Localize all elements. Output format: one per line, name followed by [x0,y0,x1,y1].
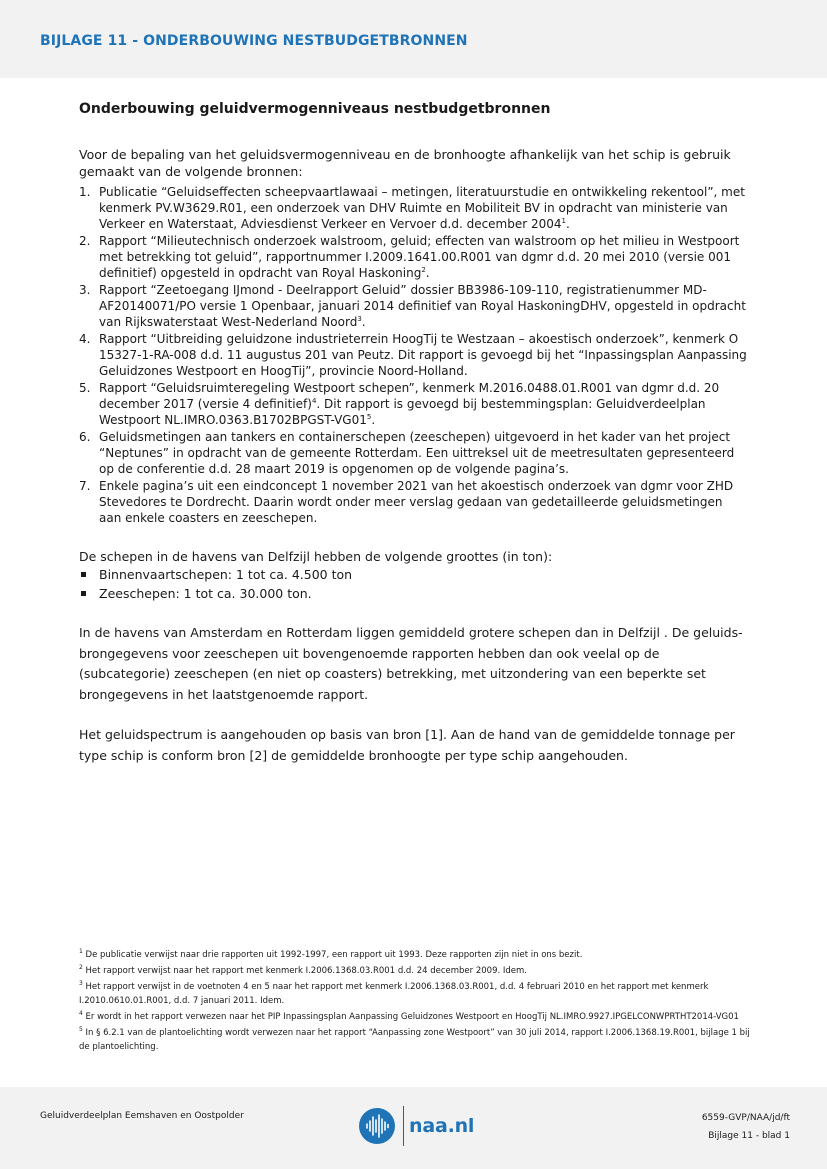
footnote-number: 2 [79,964,83,972]
source-text: Rapport “Uitbreiding geluidzone industrieterrein HoogTij te Westzaan – akoestisch onderzoek”, kenmerk O 15327-1-RA-008 d.d. 11 augustus 201 van Peutz. Dit rapport is gevoegd bij het “Inpassingsplan Aanpassing Geluidzones Westpoort en HoogTij”, provincie Noord-Holland. [99,332,747,378]
source-text: Rapport “Zeetoegang IJmond - Deelrapport Geluid” dossier BB3986-109-110, registratienummer MD-AF20140071/PO versie 1 Openbaar, januari 2014 definitief van Royal HaskoningDHV, opgesteld in opdracht van Rijkswaterstaat West-Nederland Noord [99,283,746,329]
source-text: Rapport “Geluidsruimteregeling Westpoort schepen”, kenmerk M.2016.0488.01.R001 van dgmr d.d. 20 december 2017 (versie 4 definitief) [99,381,720,411]
source-text-tail: . [371,413,376,427]
source-text: Enkele pagina’s uit een eindconcept 1 november 2021 van het akoestisch onderzoek van dgmr voor ZHD Stevedores te Dordrecht. Daarin wordt onder meer verslag gedaan van gedetailleerde geluidsmetingen aan enkele coasters en zeeschepen. [99,479,734,525]
footnote [79,980,759,1008]
source-item [79,380,747,428]
page-number: Bijlage 11 - blad 1 [708,1131,790,1141]
footnote-ref: 1 [561,217,567,225]
sizes-list [79,565,747,603]
footnote [79,1026,759,1054]
footnote [79,964,759,978]
size-item [79,565,747,584]
footnote-text: De publicatie verwijst naar drie rapporten uit 1992-1997, een rapport uit 1993. Deze rapporten zijn niet in ons bezit. [85,950,583,960]
waveform-logo-icon [359,1108,395,1144]
source-text-tail: . [566,217,570,231]
footnote-text: Er wordt in het rapport verwezen naar het PIP Inpassingsplan Aanpassing Geluidzones Westpoort en HoogTij NL.IMRO.9927.IPGELCONWPRTHT2014-VG01 [85,1012,739,1022]
source-item [79,429,747,477]
footnote-ref: 2 [421,266,426,274]
footnote-text: Het rapport verwijst in de voetnoten 4 en 5 naar het rapport met kenmerk I.2006.1368.03.R001, d.d. 4 februari 2010 en het rapport met kenmerk I.2010.0610.01.R001, d.d. 7 januari 2011. Idem. [79,982,709,1006]
source-number: 6. [79,430,91,444]
square-bullet-icon [81,591,86,596]
source-number: 7. [79,479,91,493]
footnote-number: 3 [79,980,83,988]
footnote-ref: 3 [357,315,362,323]
page-header-title: BIJLAGE 11 - ONDERBOUWING NESTBUDGETBRONNEN [40,33,468,49]
square-bullet-icon [81,572,86,577]
paragraph-spectrum: Het geluidspectrum is aangehouden op basis van bron [1]. Aan de hand van de gemiddelde tonnage per type schip is conform bron [2] de gemiddelde bronhoogte per type schip aangehouden. [79,727,735,763]
footnote-number: 5 [79,1026,83,1034]
footnote-text: Het rapport verwijst naar het rapport met kenmerk I.2006.1368.03.R001 d.d. 24 december 2009. Idem. [85,966,528,976]
naa-logo [359,1106,474,1146]
source-text: Rapport “Milieutechnisch onderzoek walstroom, geluid; effecten van walstroom op het milieu in Westpoort met betrekking tot geluid”, rapportnummer I.2009.1641.00.R001 van dgmr d.d. 20 mei 2010 (versie 001 definitief) opgesteld in opdracht van Royal Haskoning [99,234,740,280]
source-text: Geluidsmetingen aan tankers en containerschepen (zeeschepen) uitgevoerd in het kader van het project “Neptunes” in opdracht van de gemeente Rotterdam. Een uittreksel uit de meetresultaten gepresenteerd op de conferentie d.d. 28 maart 2019 is opgenomen op de volgende pagina’s. [99,430,735,476]
source-text-tail: . [425,266,430,280]
section-heading: Onderbouwing geluidvermogenniveaus nestbudgetbronnen [79,101,551,117]
source-item [79,282,747,330]
footnote-ref: 5 [366,413,372,421]
footer-project-title: Geluidverdeelplan Eemshaven en Oostpolder [40,1111,244,1121]
source-text-tail: . Dit rapport is gevoegd bij bestemmingsplan: Geluidverdeelplan Westpoort NL.IMRO.0363.B1702BPGST-VG01 [99,397,706,427]
size-item [79,584,747,603]
document-reference: 6559-GVP/NAA/jd/ft [701,1113,790,1123]
footnote-text: In § 6.2.1 van de plantoelichting wordt verwezen naar het rapport “Aanpassing zone Westpoort” van 30 juli 2014, rapport I.2006.1368.19.R001, bijlage 1 bij de plantoelichting. [79,1028,750,1052]
source-item [79,184,747,232]
intro-paragraph: Voor de bepaling van het geluidsvermogenniveau en de bronhoogte afhankelijk van het schip is gebruik gemaakt van de volgende bronnen: [79,147,731,179]
footnote-number: 4 [79,1010,83,1018]
paragraph-havens: In de havens van Amsterdam en Rotterdam liggen gemiddeld grotere schepen dan in Delfzijl . De geluids-brongegevens voor zeeschepen uit bovengenoemde rapporten hebben dan ook veelal op de (subcategorie) zeeschepen (en niet op coasters) betrekking, met uitzondering van een beperkte set brongegevens in het laatstgenoemde rapport. [79,625,743,702]
source-number: 5. [79,381,91,395]
footnote [79,1010,759,1024]
source-text: Publicatie “Geluidseffecten scheepvaartlawaai – metingen, literatuurstudie en ontwikkeling rekentool”, met kenmerk PV.W3629.R01, een onderzoek van DHV Ruimte en Mobiliteit BV in opdracht van ministerie van Verkeer en Waterstaat, Adviesdienst Verkeer en Vervoer d.d. december 2004 [99,185,745,231]
footnote [79,948,759,962]
logo-divider [403,1106,404,1146]
size-text: Binnenvaartschepen: 1 tot ca. 4.500 ton [99,567,353,582]
footnotes [79,948,759,1056]
source-text-tail: . [361,315,366,329]
source-item [79,331,747,379]
size-text: Zeeschepen: 1 tot ca. 30.000 ton. [99,586,312,601]
source-number: 2. [79,234,91,248]
sources-list [79,184,747,526]
source-item [79,478,747,526]
sizes-intro: De schepen in de havens van Delfzijl hebben de volgende groottes (in ton): [79,549,553,564]
footnote-number: 1 [79,948,83,956]
footnote-ref: 4 [311,397,317,405]
logo-text: naa.nl [409,1115,475,1137]
source-number: 3. [79,283,91,297]
source-number: 1. [79,185,91,199]
footer-meta [702,1109,790,1145]
source-item [79,233,747,281]
main-content [79,100,747,766]
source-number: 4. [79,332,91,346]
